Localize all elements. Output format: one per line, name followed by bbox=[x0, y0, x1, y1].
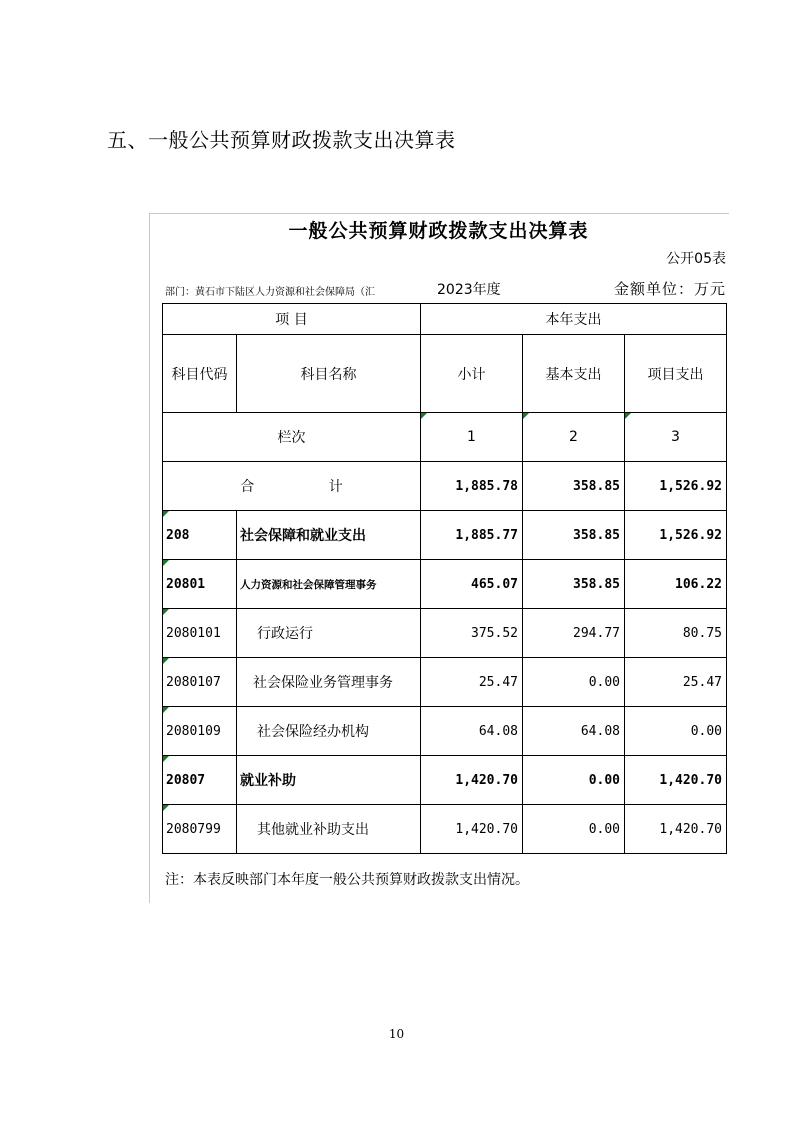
row-project: 1,526.92 bbox=[625, 511, 727, 560]
header-basic-expense: 基本支出 bbox=[523, 335, 625, 413]
row-name: 就业补助 bbox=[237, 756, 421, 805]
row-subtotal: 465.07 bbox=[421, 560, 523, 609]
row-code: 2080107 bbox=[163, 658, 237, 707]
fiscal-year: 2023年度 bbox=[437, 282, 501, 298]
row-project: 1,420.70 bbox=[625, 756, 727, 805]
table-note: 注：本表反映部门本年度一般公共预算财政拨款支出情况。 bbox=[165, 872, 529, 888]
row-basic: 0.00 bbox=[523, 756, 625, 805]
row-basic: 358.85 bbox=[523, 511, 625, 560]
amount-unit: 金额单位：万元 bbox=[613, 280, 726, 298]
total-subtotal: 1,885.78 bbox=[421, 462, 523, 511]
column-number-3: 3 bbox=[625, 413, 727, 462]
column-number-2: 2 bbox=[523, 413, 625, 462]
header-project-expense: 项目支出 bbox=[625, 335, 727, 413]
frame-border-left bbox=[149, 213, 150, 903]
row-basic: 0.00 bbox=[523, 658, 625, 707]
row-basic: 0.00 bbox=[523, 805, 625, 854]
total-project: 1,526.92 bbox=[625, 462, 727, 511]
row-code: 208 bbox=[163, 511, 237, 560]
row-project: 106.22 bbox=[625, 560, 727, 609]
table-title: 一般公共预算财政拨款支出决算表 bbox=[288, 220, 589, 242]
header-subtotal: 小计 bbox=[421, 335, 523, 413]
row-name: 行政运行 bbox=[237, 609, 421, 658]
row-subtotal: 375.52 bbox=[421, 609, 523, 658]
total-label: 合 计 bbox=[163, 462, 421, 511]
row-code: 2080101 bbox=[163, 609, 237, 658]
header-subject-code: 科目代码 bbox=[163, 335, 237, 413]
row-name: 社会保障和就业支出 bbox=[237, 511, 421, 560]
row-name: 社会保险经办机构 bbox=[237, 707, 421, 756]
form-number: 公开05表 bbox=[666, 251, 726, 267]
expenditure-table bbox=[162, 303, 727, 854]
row-project: 0.00 bbox=[625, 707, 727, 756]
column-order-label: 栏次 bbox=[163, 413, 421, 462]
row-subtotal: 64.08 bbox=[421, 707, 523, 756]
row-code: 20807 bbox=[163, 756, 237, 805]
column-number-1: 1 bbox=[421, 413, 523, 462]
page-number: 10 bbox=[388, 1027, 405, 1041]
frame-border-top bbox=[149, 213, 729, 214]
row-name: 社会保险业务管理事务 bbox=[237, 658, 421, 707]
department-label: 部门：黄石市下陆区人力资源和社会保障局（汇 bbox=[165, 287, 375, 298]
row-project: 25.47 bbox=[625, 658, 727, 707]
row-basic: 294.77 bbox=[523, 609, 625, 658]
row-project: 80.75 bbox=[625, 609, 727, 658]
header-subject-name: 科目名称 bbox=[237, 335, 421, 413]
row-code: 2080799 bbox=[163, 805, 237, 854]
section-heading: 五、一般公共预算财政拨款支出决算表 bbox=[107, 128, 456, 152]
row-basic: 64.08 bbox=[523, 707, 625, 756]
total-basic: 358.85 bbox=[523, 462, 625, 511]
row-subtotal: 1,420.70 bbox=[421, 756, 523, 805]
row-project: 1,420.70 bbox=[625, 805, 727, 854]
header-current-year-expense: 本年支出 bbox=[421, 304, 727, 335]
row-name: 其他就业补助支出 bbox=[237, 805, 421, 854]
row-code: 20801 bbox=[163, 560, 237, 609]
row-code: 2080109 bbox=[163, 707, 237, 756]
row-subtotal: 25.47 bbox=[421, 658, 523, 707]
row-subtotal: 1,420.70 bbox=[421, 805, 523, 854]
row-subtotal: 1,885.77 bbox=[421, 511, 523, 560]
row-name: 人力资源和社会保障管理事务 bbox=[237, 560, 421, 609]
header-item: 项 目 bbox=[163, 304, 421, 335]
row-basic: 358.85 bbox=[523, 560, 625, 609]
